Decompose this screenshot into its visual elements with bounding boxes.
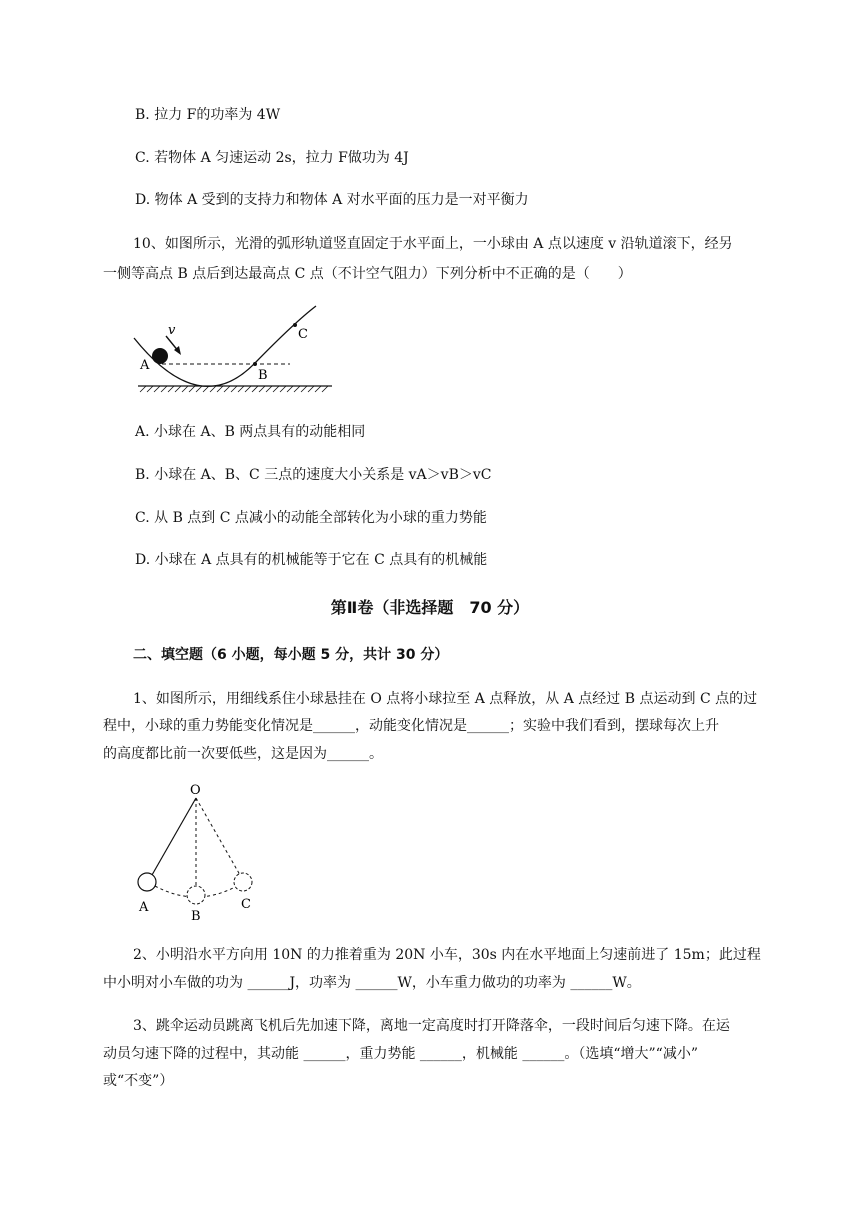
label-c: C	[241, 897, 251, 912]
q10-stem-line2: 一侧等高点 B 点后到达最高点 C 点（不计空气阻力）下列分析中不正确的是（ ）	[103, 266, 632, 282]
q10-option-b: B. 小球在 A、B、C 三点的速度大小关系是 vA＞vB＞vC	[135, 467, 492, 483]
fq3-line3: 或“不变”）	[103, 1073, 174, 1089]
label-b: B	[191, 909, 201, 923]
q10-option-d: D. 小球在 A 点具有的机械能等于它在 C 点具有的机械能	[135, 552, 488, 568]
q9-option-b: B. 拉力 F的功率为 4W	[135, 107, 281, 123]
section2-heading: 二、填空题（6 小题，每小题 5 分，共计 30 分）	[133, 647, 449, 663]
fq2-line1: 2、小明沿水平方向用 10N 的力推着重为 20N 小车，30s 内在水平地面上匀速前进了 15m；此过程	[133, 947, 761, 963]
q9-option-c: C. 若物体 A 匀速运动 2s，拉力 F做功为 4J	[135, 150, 409, 166]
label-o: O	[190, 783, 201, 798]
fq3-line2: 动员匀速下降的过程中，其动能 ______，重力势能 ______，机械能 ______。（选填“增大”“减小”	[103, 1046, 698, 1062]
q10-option-a: A. 小球在 A、B 两点具有的动能相同	[135, 424, 366, 440]
part2-heading: 第Ⅱ卷（非选择题 70 分）	[330, 598, 530, 617]
label-c: C	[298, 327, 308, 342]
label-b: B	[258, 368, 268, 383]
label-v: v	[168, 323, 176, 338]
ball-b	[187, 886, 205, 904]
arc-track	[134, 306, 316, 386]
q10-track-figure	[130, 300, 340, 400]
label-a: A	[139, 900, 149, 915]
q9-option-d: D. 物体 A 受到的支持力和物体 A 对水平面的压力是一对平衡力	[135, 192, 529, 208]
ball-c	[234, 873, 252, 891]
q10-option-c: C. 从 B 点到 C 点减小的动能全部转化为小球的重力势能	[135, 510, 487, 526]
fq3-line1: 3、跳伞运动员跳离飞机后先加速下降，离地一定高度时打开降落伞，一段时间后匀速下降。在运	[133, 1018, 730, 1034]
fq2-line2: 中小明对小车做的功为 ______J，功率为 ______W，小车重力做功的功率为 ______W。	[103, 975, 641, 991]
fq1-line3: 的高度都比前一次要低些，这是因为______。	[103, 746, 383, 762]
fq1-pendulum-figure	[130, 778, 270, 923]
fq1-line2: 程中，小球的重力势能变化情况是______，动能变化情况是______；实验中我们看到，摆球每次上升	[103, 718, 719, 734]
ball-a	[138, 873, 156, 891]
q10-stem-line1: 10、如图所示，光滑的弧形轨道竖直固定于水平面上，一小球由 A 点以速度 v 沿轨道滚下，经另	[133, 236, 733, 252]
label-a: A	[140, 358, 150, 373]
fq1-line1: 1、如图所示，用细线系住小球悬挂在 O 点将小球拉至 A 点释放，从 A 点经过 B 点运动到 C 点的过	[133, 691, 758, 707]
ball	[152, 348, 168, 364]
